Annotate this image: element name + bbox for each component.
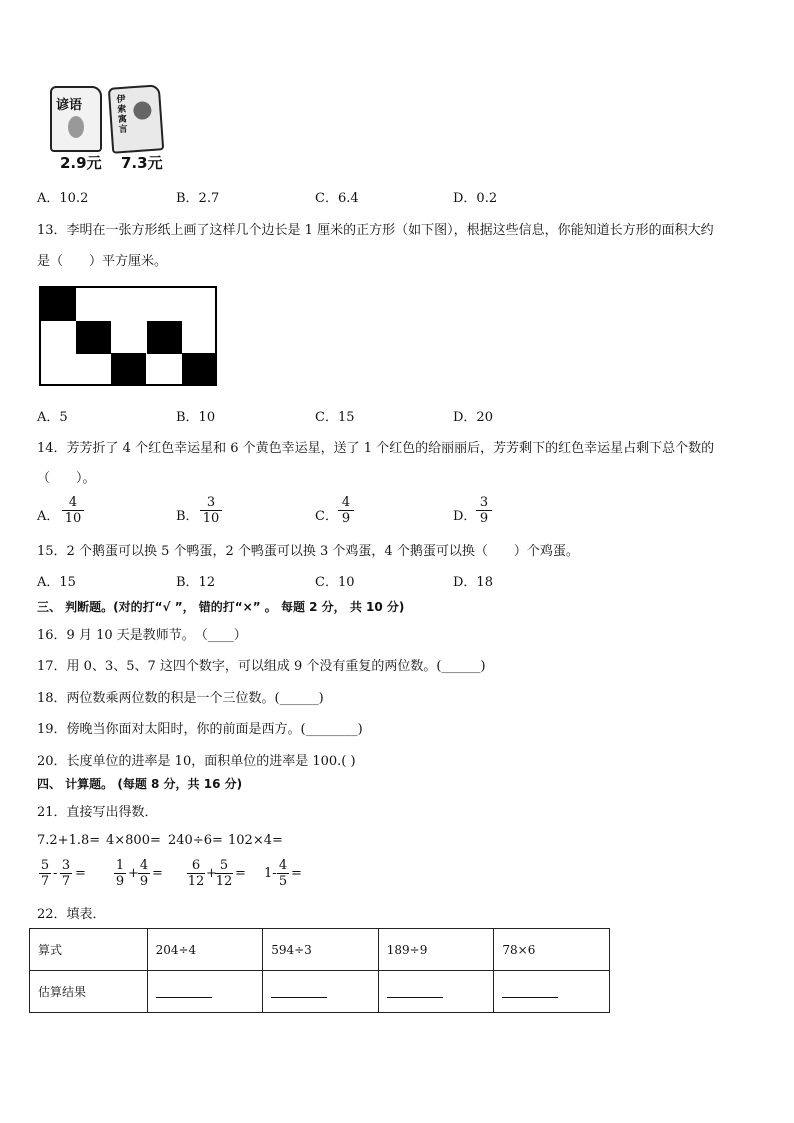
question-18: 18．两位数乘两位数的积是一个三位数。(______) bbox=[37, 691, 324, 706]
answer-cell[interactable] bbox=[378, 971, 494, 1013]
numerator: 5 bbox=[215, 858, 233, 874]
fraction bbox=[277, 858, 289, 889]
option-d: D．20 bbox=[453, 410, 493, 425]
section-3-heading: 三、 判断题。(对的打“√ ”， 错的打“×” 。 每题 2 分， 共 10 分) bbox=[37, 600, 405, 614]
estimate-table bbox=[29, 928, 610, 1013]
calc-item: 240÷6= bbox=[168, 833, 223, 848]
leading-term: 1- bbox=[264, 866, 277, 881]
numerator: 5 bbox=[40, 858, 50, 873]
numerator: 6 bbox=[187, 858, 205, 874]
row-label: 算式 bbox=[30, 929, 148, 971]
denominator: 9 bbox=[139, 874, 149, 889]
fraction bbox=[187, 858, 205, 889]
option-c-label: C． bbox=[315, 509, 338, 524]
square bbox=[147, 321, 182, 354]
denominator: 7 bbox=[61, 874, 71, 889]
numerator: 4 bbox=[338, 495, 354, 511]
option-b-fraction bbox=[200, 495, 222, 526]
question-13-text-cont: 是（ ）平方厘米。 bbox=[37, 254, 168, 269]
question-17: 17．用 0、3、5、7 这四个数字，可以组成 9 个没有重复的两位数。(______) bbox=[37, 659, 486, 674]
answer-cell[interactable] bbox=[494, 971, 610, 1013]
answer-cell[interactable] bbox=[147, 971, 263, 1013]
expression-cell: 189÷9 bbox=[378, 929, 494, 971]
table-row bbox=[30, 971, 610, 1013]
equals: = bbox=[235, 866, 246, 881]
denominator: 10 bbox=[64, 511, 82, 526]
operator: - bbox=[53, 866, 58, 881]
answer-blank[interactable] bbox=[502, 983, 558, 998]
calc-item: 7.2+1.8= bbox=[37, 833, 101, 848]
fraction bbox=[39, 858, 51, 889]
option-c: C．10 bbox=[315, 575, 355, 590]
question-19: 19．傍晚当你面对太阳时，你的前面是西方。(________) bbox=[37, 722, 363, 737]
expression-cell: 78×6 bbox=[494, 929, 610, 971]
denominator: 10 bbox=[202, 511, 220, 526]
question-14-text-cont: （ ）。 bbox=[37, 471, 96, 486]
calc-item: 102×4= bbox=[228, 833, 283, 848]
question-20: 20．长度单位的进率是 10，面积单位的进率是 100.( ) bbox=[37, 754, 356, 769]
book-price: 2.9元 bbox=[60, 154, 102, 172]
option-d: D．18 bbox=[453, 575, 493, 590]
denominator: 9 bbox=[115, 874, 125, 889]
denominator: 7 bbox=[40, 874, 50, 889]
fraction bbox=[138, 858, 150, 889]
squares-diagram bbox=[39, 286, 217, 386]
answer-cell[interactable] bbox=[263, 971, 379, 1013]
numerator: 4 bbox=[278, 858, 288, 873]
option-b: B．10 bbox=[176, 410, 216, 425]
section-4-heading: 四、 计算题。 (每题 8 分，共 16 分) bbox=[37, 777, 243, 791]
row-label: 估算结果 bbox=[30, 971, 148, 1013]
expression-cell: 204÷4 bbox=[147, 929, 263, 971]
square bbox=[182, 353, 217, 386]
option-a: A．10.2 bbox=[37, 191, 89, 206]
numerator: 3 bbox=[61, 858, 71, 873]
denominator: 9 bbox=[341, 511, 351, 526]
operator: + bbox=[128, 866, 139, 881]
question-13-text: 13．李明在一张方形纸上画了这样几个边长是 1 厘米的正方形（如下图），根据这些信息，你能知道长方形的面积大约 bbox=[37, 223, 714, 238]
option-b: B．2.7 bbox=[176, 191, 220, 206]
equals: = bbox=[291, 866, 302, 881]
calc-item: 4×800= bbox=[106, 833, 161, 848]
book-title: 谚语 bbox=[56, 98, 83, 113]
answer-blank[interactable] bbox=[271, 983, 327, 998]
question-22-title: 22．填表． bbox=[37, 907, 106, 922]
numerator: 4 bbox=[62, 495, 84, 511]
option-d-label: D． bbox=[453, 509, 477, 524]
aesop-book-image bbox=[108, 84, 164, 153]
figure-icon bbox=[68, 116, 84, 138]
option-d-fraction bbox=[476, 495, 492, 526]
numerator: 3 bbox=[476, 495, 492, 511]
question-21-title: 21．直接写出得数． bbox=[37, 805, 158, 820]
option-a-label: A． bbox=[37, 509, 60, 524]
square bbox=[76, 321, 111, 354]
option-d: D．0.2 bbox=[453, 191, 498, 206]
option-c: C．15 bbox=[315, 410, 355, 425]
equals: = bbox=[75, 866, 86, 881]
denominator: 12 bbox=[215, 874, 233, 889]
option-c: C．6.4 bbox=[315, 191, 359, 206]
answer-blank[interactable] bbox=[387, 983, 443, 998]
answer-blank[interactable] bbox=[156, 983, 212, 998]
denominator: 12 bbox=[187, 874, 205, 889]
book-price: 7.3元 bbox=[121, 154, 163, 172]
equals: = bbox=[152, 866, 163, 881]
option-b: B．12 bbox=[176, 575, 216, 590]
fraction bbox=[60, 858, 72, 889]
option-a: A．15 bbox=[37, 575, 76, 590]
question-14-text: 14．芳芳折了 4 个红色幸运星和 6 个黄色幸运星，送了 1 个红色的给丽丽后，芳芳剩下的红色幸运星占剩下总个数的 bbox=[37, 441, 715, 456]
numerator: 1 bbox=[115, 858, 125, 873]
question-15-text: 15．2 个鹅蛋可以换 5 个鸭蛋，2 个鸭蛋可以换 3 个鸡蛋，4 个鹅蛋可以换（ ）个鸡蛋。 bbox=[37, 544, 579, 559]
square bbox=[111, 353, 146, 386]
fraction bbox=[215, 858, 233, 889]
operator: + bbox=[206, 866, 217, 881]
option-a: A．5 bbox=[37, 410, 68, 425]
expression-cell: 594÷3 bbox=[263, 929, 379, 971]
figure-icon bbox=[133, 101, 152, 120]
square bbox=[41, 288, 76, 321]
option-a-fraction bbox=[62, 495, 84, 526]
fraction bbox=[114, 858, 126, 889]
denominator: 9 bbox=[479, 511, 489, 526]
proverb-book-image bbox=[50, 86, 102, 152]
option-b-label: B． bbox=[176, 509, 199, 524]
denominator: 5 bbox=[278, 874, 288, 889]
book-title: 伊索寓言 bbox=[116, 94, 129, 136]
numerator: 3 bbox=[200, 495, 222, 511]
option-c-fraction bbox=[338, 495, 354, 526]
question-16: 16．9 月 10 天是教师节。 （____） bbox=[37, 628, 247, 643]
table-row bbox=[30, 929, 610, 971]
numerator: 4 bbox=[139, 858, 149, 873]
